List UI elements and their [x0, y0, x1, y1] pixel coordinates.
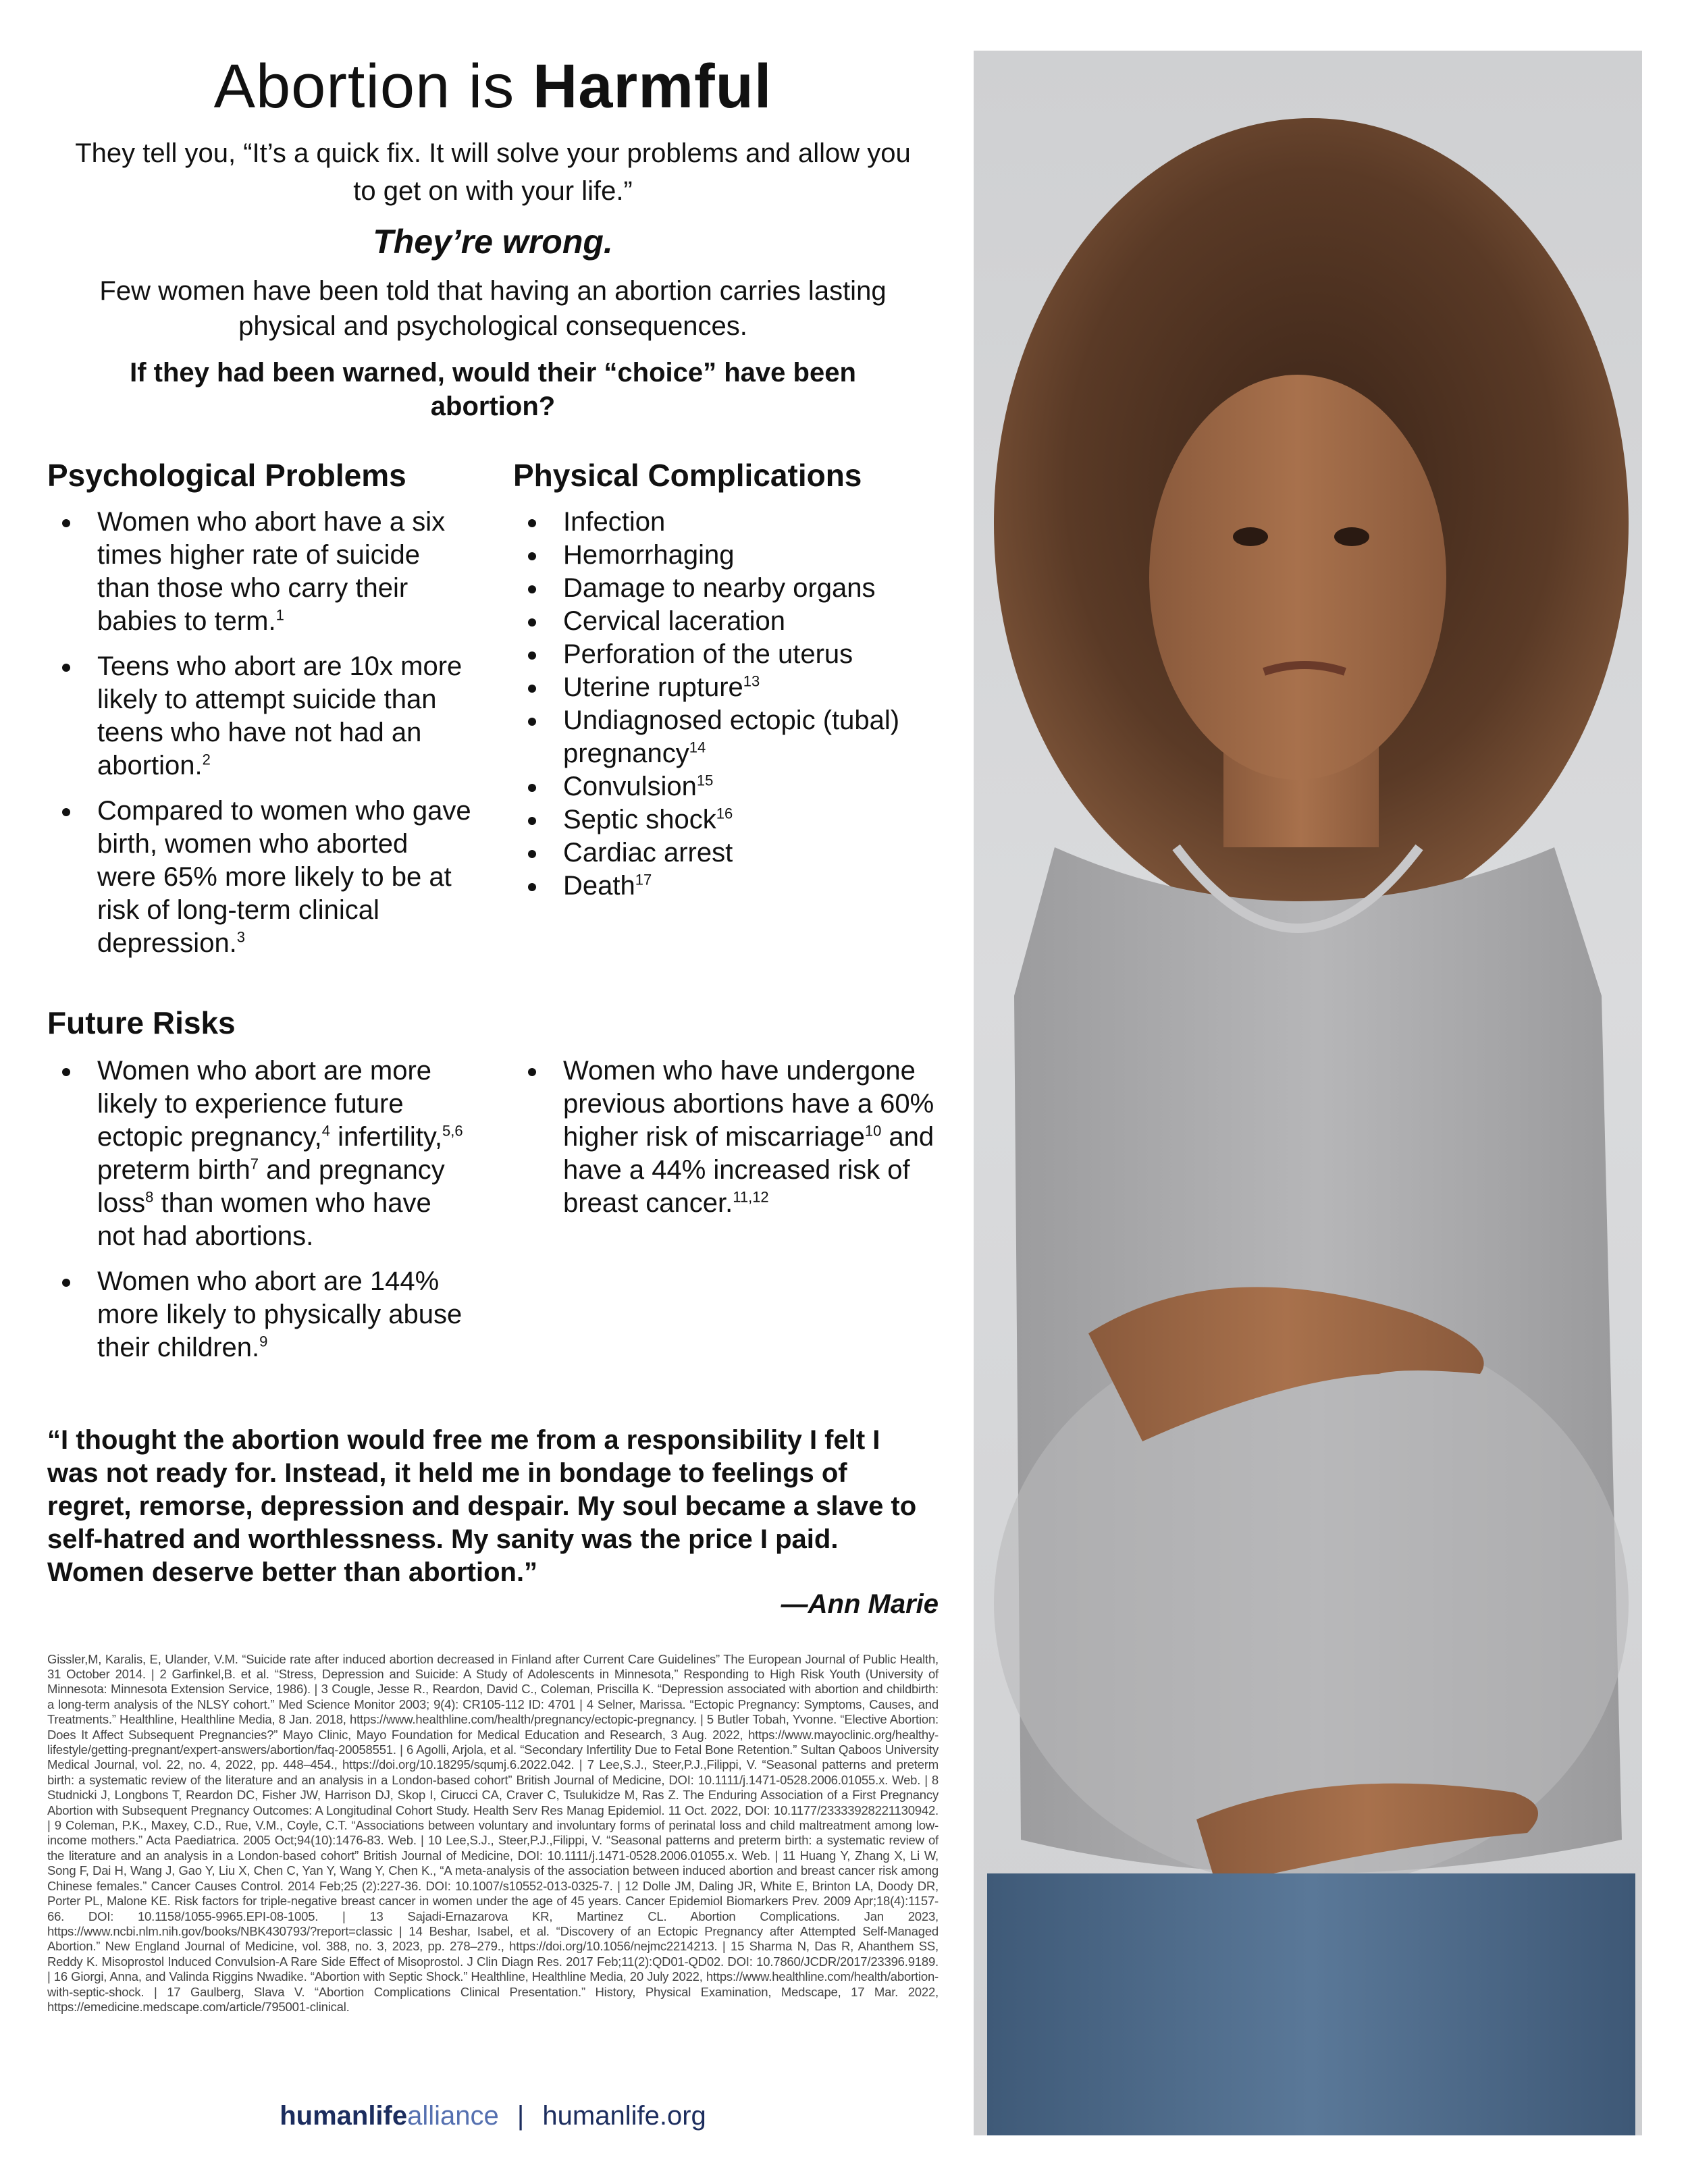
physical-column [500, 457, 939, 972]
list-item: Women who have undergone previous abortions have a 60% higher risk of miscarriage$^{10}$ and have a 44% increased risk of breast cancer.$^{11,12}$ [513, 1055, 939, 1220]
list-item: Women who abort are more likely to experience future ectopic pregnancy,$^4$ infertility,$^{5,6}$ preterm birth$^7$ and pregnancy loss$^8$ than women who have not had abortions. [47, 1055, 473, 1253]
future-columns [47, 1055, 939, 1377]
problems-columns [47, 457, 939, 972]
list-item: Women who abort are 144% more likely to physically abuse their children.$^9$ [47, 1265, 473, 1364]
list-item: Compared to women who gave birth, women who aborted were 65% more likely to be at risk of long-term clinical depression.$^3$ [47, 795, 473, 960]
list-item: Hemorrhaging [513, 539, 939, 572]
future-list-right [513, 1055, 939, 1220]
psych-list [47, 506, 473, 960]
few-women-text: Few women have been told that having an abortion carries lasting physical and psychological consequences. [99, 275, 887, 341]
future-column-left [47, 1055, 500, 1377]
list-item: Damage to nearby organs [513, 572, 939, 605]
list-item: Convulsion$^{15}$ [513, 770, 939, 803]
future-column-right [500, 1055, 939, 1377]
testimonial-quote: “I thought the abortion would free me from a responsibility I felt I was not ready for. Instead, it held me in bondage to feelings of regret, remorse, depression and despair. My soul became a slave to self-hatred and worthlessness. My sanity was the price I paid. Women deserve better than abortion.” [47, 1424, 917, 1587]
future-list-left [47, 1055, 473, 1364]
list-item: Women who abort have a six times higher rate of suicide than those who carry their babies to term.$^1$ [47, 506, 473, 638]
future-heading: Future Risks [47, 1005, 236, 1040]
psych-column [47, 457, 500, 972]
list-item: Infection [513, 506, 939, 539]
jeans-shape [987, 1873, 1635, 2135]
psych-heading: Psychological Problems [47, 457, 406, 493]
title-emphasis: Harmful [532, 52, 772, 121]
photo-illustration [974, 51, 1642, 2135]
references: Gissler,M, Karalis, E, Ulander, V.M. “Suicide rate after induced abortion decreased in Finland after Current Care Guidelines” The European Journal of Public Health, 31 October 2014. | 2 Garfinkel,B. et al. “Stress, Depression and Suicide: A Study of Adolescents in Minnesota,” Responding to High Risk Youth (University of Minnesota: Minnesota Extension Service, 1986). | 3 Cougle, Jesse R., Reardon, David C., Coleman, Priscilla K. “Depression associated with abortion and childbirth: a long-term analysis of the NLSY cohort.” Med Science Monitor 2003; 9(4): CR105-112 ID: 4701 | 4 Selner, Marissa. “Ectopic Pregnancy: Symptoms, Causes, and Treatments.” Healthline, Healthline Media, 8 Jan. 2018, https://www.healthline.com/health/pregnancy/ectopic-pregnancy. | 5 Butler Tobah, Yvonne. “Elective Abortion: Does It Affect Subsequent Pregnancies?” Mayo Clinic, Mayo Foundation for Medical Education and Research, 3 Aug. 2022, https://www.mayoclinic.org/healthy-lifestyle/getting-pregnant/expert-answers/abortion/faq-20058551. | 6 Agolli, Arjola, et al. “Secondary Infertility Due to Fetal Bone Retention.” Sultan Qaboos University Medical Journal, vol. 22, no. 4, 2022, pp. 448–454., https://doi.org/10.18295/squmj.6.2022.042. | 7 Lee,S.J., Steer,P.J.,Filippi, V. “Seasonal patterns and preterm birth: a systematic review of the literature and an analysis in a London-based cohort” British Journal of Medicine, DOI: 10.1111/j.1471-0528.2006.01055.x. Web. | 8 Studnicki J, Longbons T, Reardon DC, Fisher JW, Harrison DJ, Skop I, Cirucci CA, Craver C, Tsulukidze M, Ras Z. The Enduring Association of a First Pregnancy Abortion with Subsequent Pregnancy Outcomes: A Longitudinal Cohort Study. Health Serv Res Manag Epidemiol. 11 Oct. 2022, DOI: 10.1177/23333928221130942. | 9 Coleman, P.K., Maxey, C.D., Rue, V.M., Coyle, C.T. “Associations between voluntary and involuntary forms of perinatal loss and child maltreatment among low-income mothers.” Acta Paediatrica. 2005 Oct;94(10):1476-83. Web. | 10 Lee,S.J., Steer,P.J.,Filippi, V. “Seasonal patterns and preterm birth: a systematic review of the literature and an analysis in a London-based cohort” British Journal of Medicine, DOI: 10.1111/j.1471-0528.2006.01055.x. Web. | 11 Huang Y, Zhang X, Li W, Song F, Dai H, Wang J, Gao Y, Liu X, Chen C, Yan Y, Wang Y, Chen K., “A meta-analysis of the association between induced abortion and breast cancer risk among Chinese females.” Cancer Causes Control. 2014 Feb;25 (2):227-36. DOI: 10.1007/s10552-013-0325-7. | 12 Dolle JM, Daling JR, White E, Brinton LA, Doody DR, Porter PL, Malone KE. Risk factors for triple-negative breast cancer in women under the age of 45 years. Cancer Epidemiol Biomarkers Prev. 2009 Apr;18(4):1157-66. DOI: 10.1158/1055-9965.EPI-08-1005. | 13 Sajadi-Ernazarova KR, Martinez CL. Abortion Complications. Jan 2023, https://www.ncbi.nlm.nih.gov/books/NBK430793/?report=classic | 14 Beshar, Isabel, et al. “Discovery of an Ectopic Pregnancy after Attempted Self-Managed Abortion.” New England Journal of Medicine, vol. 388, no. 3, 2023, pp. 278–279., https://doi.org/10.1056/nejmc2214213. | 15 Sharma N, Das R, Ahanthem SS, Reddy K. Misoprostol Induced Convulsion-A Rare Side Effect of Misoprostol. J Clin Diagn Res. 2017 Feb;11(2):QD01-QD02. DOI: 10.7860/JCDR/2017/23396.9189. | 16 Giorgi, Anna, and Valinda Riggins Nwadike. “Abortion with Septic Shock.” Healthline, Healthline Media, 20 July 2022, https://www.healthline.com/health/abortion-with-septic-shock. | 17 Gaulberg, Slava V. “Abortion Complications Clinical Presentation.” History, Physical Examination, Medscape, 17 Mar. 2022, https://emedicine.medscape.com/article/795001-clinical. [47, 1651, 939, 2014]
website-link[interactable]: humanlife.org [542, 2101, 706, 2131]
woman-pregnant-photo [974, 51, 1642, 2135]
footer [47, 2101, 939, 2131]
footer-separator: | [517, 2101, 525, 2131]
face-shape [1149, 375, 1446, 780]
list-item: Death$^{17}$ [513, 870, 939, 903]
physical-heading: Physical Complications [513, 457, 862, 493]
list-item: Uterine rupture$^{13}$ [513, 671, 939, 704]
list-item: Perforation of the uterus [513, 638, 939, 671]
page-title: Abortion is Harmful [213, 52, 772, 121]
brand-logo[interactable]: humanlifealliance [280, 2101, 499, 2131]
left-column [47, 47, 939, 2015]
wrong-statement: They’re wrong. [373, 222, 613, 261]
list-item: Teens who abort are 10x more likely to attempt suicide than teens who have not had an abortion.$^2$ [47, 650, 473, 782]
intro-text: They tell you, “It’s a quick fix. It will solve your problems and allow you to get on with your life.” [75, 138, 911, 206]
list-item: Septic shock$^{16}$ [513, 803, 939, 836]
list-item: Undiagnosed ectopic (tubal) pregnancy$^{14}$ [513, 704, 939, 770]
list-item: Cervical laceration [513, 605, 939, 638]
physical-list [513, 506, 939, 903]
question-text: If they had been warned, would their “choice” have been abortion? [130, 357, 856, 421]
list-item: Cardiac arrest [513, 836, 939, 870]
quote-attribution: —Ann Marie [781, 1589, 939, 1619]
